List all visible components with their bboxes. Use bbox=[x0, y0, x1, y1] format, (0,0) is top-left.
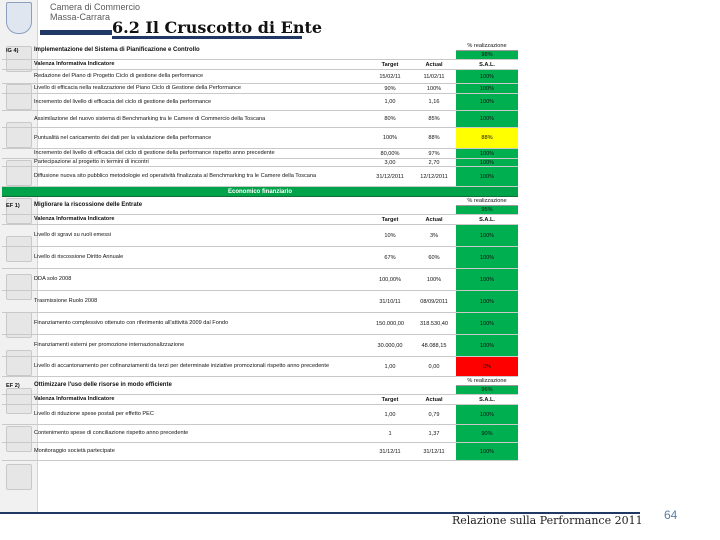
target-value: 1,00 bbox=[384, 99, 396, 105]
realization-box bbox=[456, 197, 518, 214]
indicator-description: Livello di riscossione Diritto Annuale bbox=[34, 254, 124, 261]
indicator-description: Livello di accantonamento per cofinanziamenti da terzi per determinate iniziative promozionali rispetto anno precedente bbox=[34, 363, 330, 370]
actual-value: 0,00 bbox=[428, 363, 440, 370]
chamber-logo-icon bbox=[6, 2, 32, 34]
sal-status-cell: 100% bbox=[456, 291, 518, 312]
indicator-description: Puntualità nel caricamento dei dati per la valutazione della performance bbox=[34, 134, 212, 141]
table-row bbox=[2, 405, 518, 425]
page-number: 64 bbox=[664, 508, 678, 522]
logo-line1: Camera di Commercio bbox=[50, 2, 141, 12]
section-title: Implementazione del Sistema di Pianificazione e Controllo bbox=[34, 47, 200, 54]
table-row bbox=[2, 167, 518, 187]
sal-status-cell: 100% bbox=[456, 149, 518, 158]
target-value: 100% bbox=[382, 135, 398, 141]
realization-label: % realizzazione bbox=[456, 197, 518, 206]
target-value: 150.000,00 bbox=[376, 320, 404, 327]
sal-status-cell: 0% bbox=[456, 357, 518, 376]
table-row bbox=[2, 149, 518, 159]
column-actual: Actual bbox=[425, 216, 443, 223]
actual-value: 12/12/2011 bbox=[420, 173, 448, 180]
target-value: 100,00% bbox=[378, 276, 402, 283]
table-row bbox=[2, 128, 518, 149]
column-indicator: Valenza Informativa Indicatore bbox=[34, 216, 115, 223]
sal-status-cell: 100% bbox=[456, 405, 518, 424]
section-header bbox=[2, 197, 518, 215]
target-value: 10% bbox=[384, 232, 396, 239]
column-sal: S.A.L. bbox=[479, 216, 495, 223]
table-row bbox=[2, 159, 518, 167]
sal-status-cell: 100% bbox=[456, 225, 518, 246]
target-value: 80,00% bbox=[380, 150, 400, 157]
indicator-description: Redazione del Piano di Progetto Ciclo di gestione della performance bbox=[34, 73, 204, 80]
dashboard-table bbox=[2, 42, 518, 461]
target-value: 31/10/11 bbox=[379, 298, 401, 305]
table-row bbox=[2, 357, 518, 377]
indicator-description: Contenimento spese di conciliazione rispetto anno precedente bbox=[34, 430, 189, 437]
table-row bbox=[2, 247, 518, 269]
actual-value: 2,70 bbox=[428, 159, 440, 166]
realization-label: % realizzazione bbox=[456, 377, 518, 386]
actual-value: 100% bbox=[426, 85, 442, 92]
actual-value: 48.088,15 bbox=[421, 342, 447, 349]
page-title: 6.2 Il Cruscotto di Ente bbox=[112, 18, 323, 37]
realization-value: 98% bbox=[456, 51, 518, 59]
actual-value: 1,16 bbox=[428, 99, 440, 105]
actual-value: 3% bbox=[429, 232, 439, 239]
section-title: Ottimizzare l'uso delle risorse in modo efficiente bbox=[34, 382, 172, 389]
sal-status-cell: 100% bbox=[456, 167, 518, 186]
indicator-description: Partecipazione al progetto in termini di incontri bbox=[34, 159, 149, 166]
sal-status-cell: 100% bbox=[456, 269, 518, 290]
sal-status-cell: 100% bbox=[456, 335, 518, 356]
actual-value: 1,37 bbox=[428, 430, 440, 437]
target-value: 80% bbox=[384, 116, 396, 122]
column-sal: S.A.L. bbox=[479, 396, 495, 403]
target-value: 1,00 bbox=[384, 411, 396, 418]
sal-status-cell: 100% bbox=[456, 247, 518, 268]
sal-status-cell: 100% bbox=[456, 111, 518, 127]
indicator-description: Finanziamento complessivo ottenuto con riferimento all'attività 2009 dal Fondo bbox=[34, 320, 229, 327]
actual-value: 60% bbox=[428, 254, 440, 261]
target-value: 3,00 bbox=[384, 159, 396, 166]
column-header-row bbox=[2, 395, 518, 405]
indicator-description: Monitoraggio società partecipate bbox=[34, 448, 115, 455]
sal-status-cell: 90% bbox=[456, 425, 518, 442]
target-value: 90% bbox=[384, 85, 396, 92]
strip-decoration bbox=[6, 464, 32, 490]
sal-status-cell: 100% bbox=[456, 313, 518, 334]
indicator-description: DDA solo 2008 bbox=[34, 276, 72, 283]
logo-line2: Massa-Carrara bbox=[50, 12, 111, 22]
indicator-description: Finanziamenti esterni per promozione internazionalizzazione bbox=[34, 342, 185, 349]
column-actual: Actual bbox=[425, 61, 443, 68]
column-target: Target bbox=[381, 61, 399, 68]
column-sal: S.A.L. bbox=[479, 61, 495, 68]
sal-status-cell: 100% bbox=[456, 159, 518, 166]
sal-status-cell: 100% bbox=[456, 70, 518, 83]
column-indicator: Valenza Informativa Indicatore bbox=[34, 61, 115, 68]
actual-value: 08/09/2011 bbox=[420, 298, 448, 305]
realization-box bbox=[456, 377, 518, 394]
indicator-description: Livello di sgravi su ruoli emessi bbox=[34, 232, 112, 239]
table-row bbox=[2, 70, 518, 84]
realization-value: 95% bbox=[456, 206, 518, 214]
column-actual: Actual bbox=[425, 396, 443, 403]
footer-text: Relazione sulla Performance 2011 bbox=[452, 514, 643, 527]
actual-value: 318.530,40 bbox=[420, 320, 448, 327]
indicator-description: Incremento del livello di efficacia del ciclo di gestione della performance rispetto anno precedente bbox=[34, 150, 275, 157]
target-value: 15/02/11 bbox=[379, 73, 401, 80]
indicator-description: Diffusione nuova sito pubblico metodologie ed operatività finalizzata al Benchmarking tra le Camere della Toscana bbox=[34, 173, 317, 180]
sal-status-cell: 100% bbox=[456, 443, 518, 460]
indicator-description: Incremento del livello di efficacia del ciclo di gestione della performance bbox=[34, 98, 212, 105]
actual-value: 31/12/11 bbox=[423, 448, 445, 455]
table-row bbox=[2, 269, 518, 291]
table-row bbox=[2, 291, 518, 313]
indicator-description: Livello di riduzione spese postali per effetto PEC bbox=[34, 411, 154, 418]
actual-value: 85% bbox=[428, 116, 440, 122]
table-row bbox=[2, 84, 518, 94]
realization-value: 96% bbox=[456, 386, 518, 394]
column-header-row bbox=[2, 60, 518, 70]
target-value: 1 bbox=[388, 430, 392, 437]
section-code: IG 4) bbox=[6, 47, 19, 54]
indicator-description: Trasmissione Ruolo 2008 bbox=[34, 298, 98, 305]
table-row bbox=[2, 443, 518, 461]
section-code: EF 1) bbox=[6, 202, 20, 209]
target-value: 67% bbox=[384, 254, 396, 261]
actual-value: 97% bbox=[428, 150, 440, 157]
indicator-description: Livello di efficacia nella realizzazione del Piano Ciclo di Gestione della Performance bbox=[34, 85, 241, 92]
header-accent-bar bbox=[40, 30, 112, 35]
table-row bbox=[2, 225, 518, 247]
actual-value: 100% bbox=[426, 276, 442, 283]
target-value: 1,00 bbox=[384, 363, 396, 370]
table-row bbox=[2, 94, 518, 111]
actual-value: 11/02/11 bbox=[423, 73, 445, 80]
sal-status-cell: 88% bbox=[456, 128, 518, 148]
actual-value: 88% bbox=[428, 135, 440, 141]
sal-status-cell: 100% bbox=[456, 94, 518, 110]
section-header bbox=[2, 377, 518, 395]
table-row bbox=[2, 313, 518, 335]
indicator-description: Assimilazione del nuovo sistema di Benchmarking tra le Camere di Commercio della Toscana bbox=[34, 115, 266, 122]
actual-value: 0,79 bbox=[428, 411, 440, 418]
table-row bbox=[2, 111, 518, 128]
column-target: Target bbox=[381, 396, 399, 403]
column-header-row bbox=[2, 215, 518, 225]
table-row bbox=[2, 335, 518, 357]
section-code: EF 2) bbox=[6, 382, 20, 389]
sal-status-cell: 100% bbox=[456, 84, 518, 93]
target-value: 30.000,00 bbox=[377, 342, 403, 349]
column-indicator: Valenza Informativa Indicatore bbox=[34, 396, 115, 403]
section-title: Migliorare la riscossione delle Entrate bbox=[34, 202, 143, 209]
section-header bbox=[2, 42, 518, 60]
column-target: Target bbox=[381, 216, 399, 223]
table-row bbox=[2, 425, 518, 443]
section-band: Economico finanziario bbox=[2, 187, 518, 197]
realization-label: % realizzazione bbox=[456, 42, 518, 51]
target-value: 31/12/2011 bbox=[376, 173, 404, 180]
target-value: 31/12/11 bbox=[379, 448, 401, 455]
realization-box bbox=[456, 42, 518, 59]
